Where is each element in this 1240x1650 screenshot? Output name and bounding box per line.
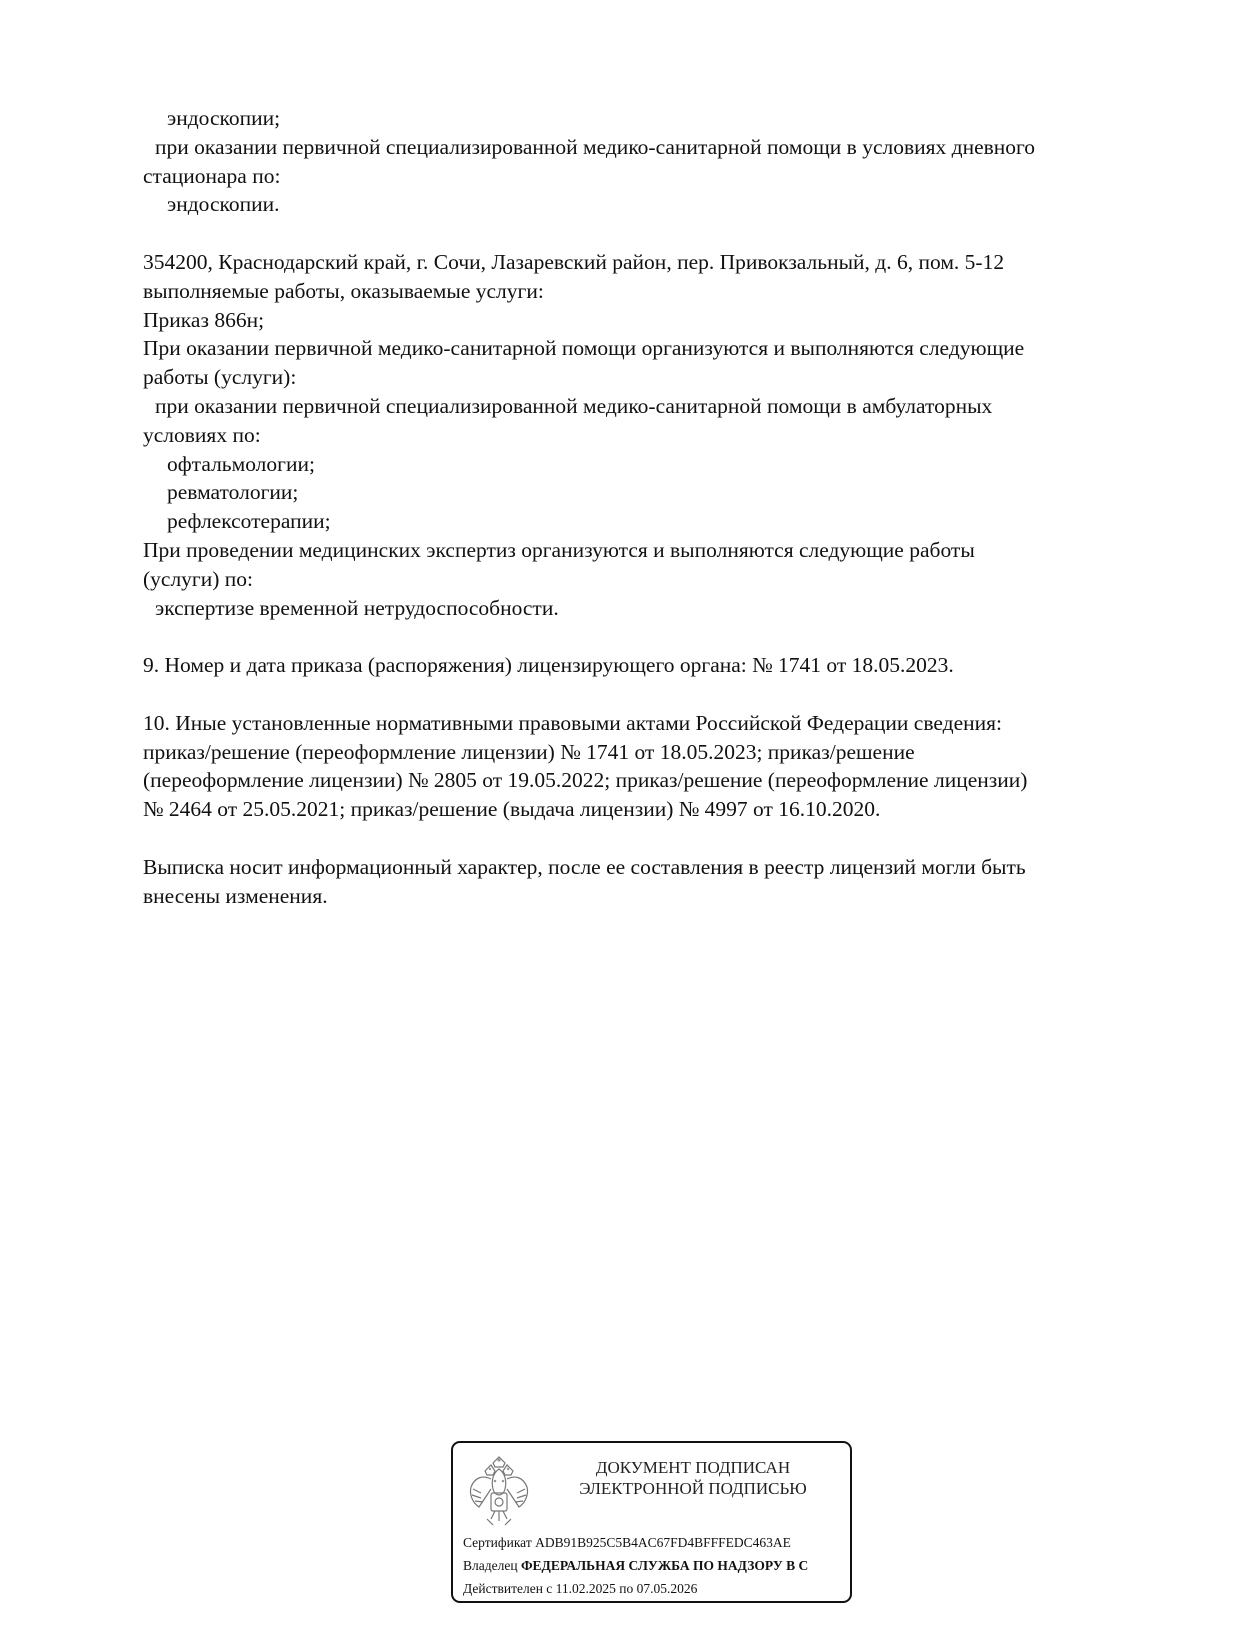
text-line: работы (услуги): (143, 365, 297, 390)
text-line: (переоформление лицензии) № 2805 от 19.05.2022; приказ/решение (переоформление лицензии) (143, 768, 1028, 793)
owner-value: ФЕДЕРАЛЬНАЯ СЛУЖБА ПО НАДЗОРУ В С (520, 1558, 809, 1573)
blank-line (143, 680, 1153, 709)
certificate-value: ADB91B925C5B4AC67FD4BFFFEDC463AE (535, 1535, 791, 1550)
text-line: выполняемые работы, оказываемые услуги: (143, 278, 544, 303)
stamp-title (543, 1457, 843, 1499)
text-line: рефлексотерапии; (167, 509, 331, 534)
text-line: экспертизе временной нетрудоспособности. (155, 595, 559, 620)
text-line: При оказании первичной медико-санитарной помощи организуются и выполняются следующие (143, 336, 1025, 361)
text-line: эндоскопии; (167, 106, 281, 130)
text-line: офтальмологии; (167, 451, 315, 476)
text-line: Приказ 866н; (143, 307, 265, 332)
text-line: стационара по: (143, 163, 281, 188)
text-line: внесены изменения. (143, 883, 328, 908)
stamp-title-line-1: ДОКУМЕНТ ПОДПИСАН (595, 1458, 791, 1477)
blank-line (143, 622, 1153, 651)
text-line: эндоскопии. (167, 192, 280, 217)
validity-row: Действителен с 11.02.2025 по 07.05.2026 (463, 1581, 698, 1596)
text-line: условиях по: (143, 422, 261, 447)
owner-label: Владелец (463, 1558, 518, 1573)
text-line: ревматологии; (167, 480, 299, 505)
certificate-row (463, 1531, 808, 1554)
electronic-signature-stamp (451, 1441, 852, 1603)
text-line: (услуги) по: (143, 566, 254, 591)
certificate-label: Сертификат (463, 1535, 532, 1550)
text-line: Выписка носит информационный характер, после ее составления в реестр лицензий могли быть (143, 854, 1026, 879)
text-line: 354200, Краснодарский край, г. Сочи, Лазаревский район, пер. Привокзальный, д. 6, пом. 5-12 (143, 249, 1005, 274)
text-line: 9. Номер и дата приказа (распоряжения) лицензирующего органа: № 1741 от 18.05.2023. (143, 653, 954, 678)
text-line: при оказании первичной специализированной медико-санитарной помощи в амбулаторных (155, 393, 993, 418)
owner-row (463, 1554, 808, 1577)
text-line: 10. Иные установленные нормативными правовыми актами Российской Федерации сведения: (143, 710, 1002, 735)
text-line: № 2464 от 25.05.2021; приказ/решение (выдача лицензии) № 4997 от 16.10.2020. (143, 797, 881, 822)
stamp-details (463, 1531, 808, 1600)
text-line: при оказании первичной специализированной медико-санитарной помощи в условиях дневного (155, 134, 1036, 159)
text-line: При проведении медицинских экспертиз организуются и выполняются следующие работы (143, 537, 975, 562)
blank-line (143, 824, 1153, 853)
text-line: приказ/решение (переоформление лицензии) № 1741 от 18.05.2023; приказ/решение (143, 739, 915, 764)
stamp-title-line-2: ЭЛЕКТРОННОЙ ПОДПИСЬЮ (579, 1479, 807, 1498)
russian-coat-of-arms-icon (465, 1453, 533, 1531)
document-body (143, 104, 1153, 910)
blank-line (143, 219, 1153, 248)
